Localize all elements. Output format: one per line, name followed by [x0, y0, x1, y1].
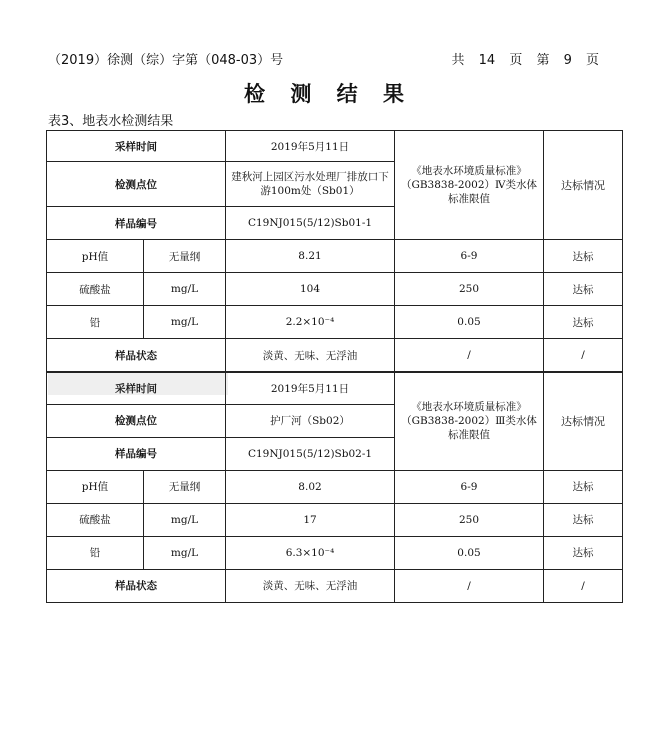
- sample-state-row: [47, 339, 623, 372]
- param-limit: 250: [395, 273, 544, 306]
- sample-state-value: 淡黄、无味、无浮油: [226, 569, 395, 602]
- param-name: 铅: [47, 306, 144, 339]
- param-result: 达标: [544, 503, 623, 536]
- table-row: [47, 306, 623, 339]
- param-result: 达标: [544, 273, 623, 306]
- param-unit: mg/L: [144, 306, 226, 339]
- sample-id-label: 样品编号: [47, 207, 226, 240]
- sample-state-limit: /: [395, 569, 544, 602]
- param-value: 6.3×10⁻⁴: [226, 536, 395, 569]
- table-row: [47, 240, 623, 273]
- standard-cell: 《地表水环境质量标准》（GB3838-2002）Ⅲ类水体标准限值: [395, 372, 544, 470]
- param-unit: mg/L: [144, 273, 226, 306]
- table-row: [47, 273, 623, 306]
- scan-shading: [48, 373, 228, 395]
- param-value: 104: [226, 273, 395, 306]
- standard-cell: 《地表水环境质量标准》（GB3838-2002）Ⅳ类水体标准限值: [395, 131, 544, 240]
- sample-id-label: 样品编号: [47, 437, 226, 470]
- param-name: pH值: [47, 470, 144, 503]
- param-name: 铅: [47, 536, 144, 569]
- param-unit: mg/L: [144, 536, 226, 569]
- table-caption: 表3、地表水检测结果: [48, 114, 174, 129]
- param-name: 硫酸盐: [47, 503, 144, 536]
- table-row: [47, 470, 623, 503]
- param-value: 17: [226, 503, 395, 536]
- sample-state-value: 淡黄、无味、无浮油: [226, 339, 395, 372]
- location-label: 检测点位: [47, 162, 226, 207]
- compliance-header: 达标情况: [544, 131, 623, 240]
- sample-id-value: C19NJ015(5/12)Sb02-1: [226, 437, 395, 470]
- sampling-time-label: 采样时间: [47, 372, 226, 404]
- param-value: 2.2×10⁻⁴: [226, 306, 395, 339]
- param-name: 硫酸盐: [47, 273, 144, 306]
- param-limit: 250: [395, 503, 544, 536]
- results-table-1: [46, 130, 623, 372]
- param-value: 8.21: [226, 240, 395, 273]
- sample-state-label: 样品状态: [47, 569, 226, 602]
- results-table-2: [46, 371, 623, 603]
- page-info: 共 14 页 第 9 页: [451, 53, 599, 68]
- sample-state-row: [47, 569, 623, 602]
- sample-state-label: 样品状态: [47, 339, 226, 372]
- param-name: pH值: [47, 240, 144, 273]
- param-unit: 无量纲: [144, 240, 226, 273]
- location-value: 护厂河（Sb02）: [226, 404, 395, 437]
- param-unit: 无量纲: [144, 470, 226, 503]
- page-title: 检 测 结 果: [244, 82, 413, 106]
- sample-state-limit: /: [395, 339, 544, 372]
- param-result: 达标: [544, 306, 623, 339]
- compliance-header: 达标情况: [544, 372, 623, 470]
- sampling-time-value: 2019年5月11日: [226, 131, 395, 162]
- param-result: 达标: [544, 536, 623, 569]
- sample-state-result: /: [544, 569, 623, 602]
- param-limit: 6-9: [395, 240, 544, 273]
- table-row: [47, 536, 623, 569]
- sampling-time-label: 采样时间: [47, 131, 226, 162]
- sample-state-result: /: [544, 339, 623, 372]
- param-value: 8.02: [226, 470, 395, 503]
- param-limit: 0.05: [395, 536, 544, 569]
- table-row: [47, 503, 623, 536]
- param-unit: mg/L: [144, 503, 226, 536]
- param-result: 达标: [544, 240, 623, 273]
- report-number: （2019）徐测（综）字第（048-03）号: [48, 53, 284, 68]
- param-result: 达标: [544, 470, 623, 503]
- location-label: 检测点位: [47, 404, 226, 437]
- location-value: 建秋河上园区污水处理厂排放口下游100m处（Sb01）: [226, 162, 395, 207]
- sampling-time-value: 2019年5月11日: [226, 372, 395, 404]
- param-limit: 0.05: [395, 306, 544, 339]
- param-limit: 6-9: [395, 470, 544, 503]
- sample-id-value: C19NJ015(5/12)Sb01-1: [226, 207, 395, 240]
